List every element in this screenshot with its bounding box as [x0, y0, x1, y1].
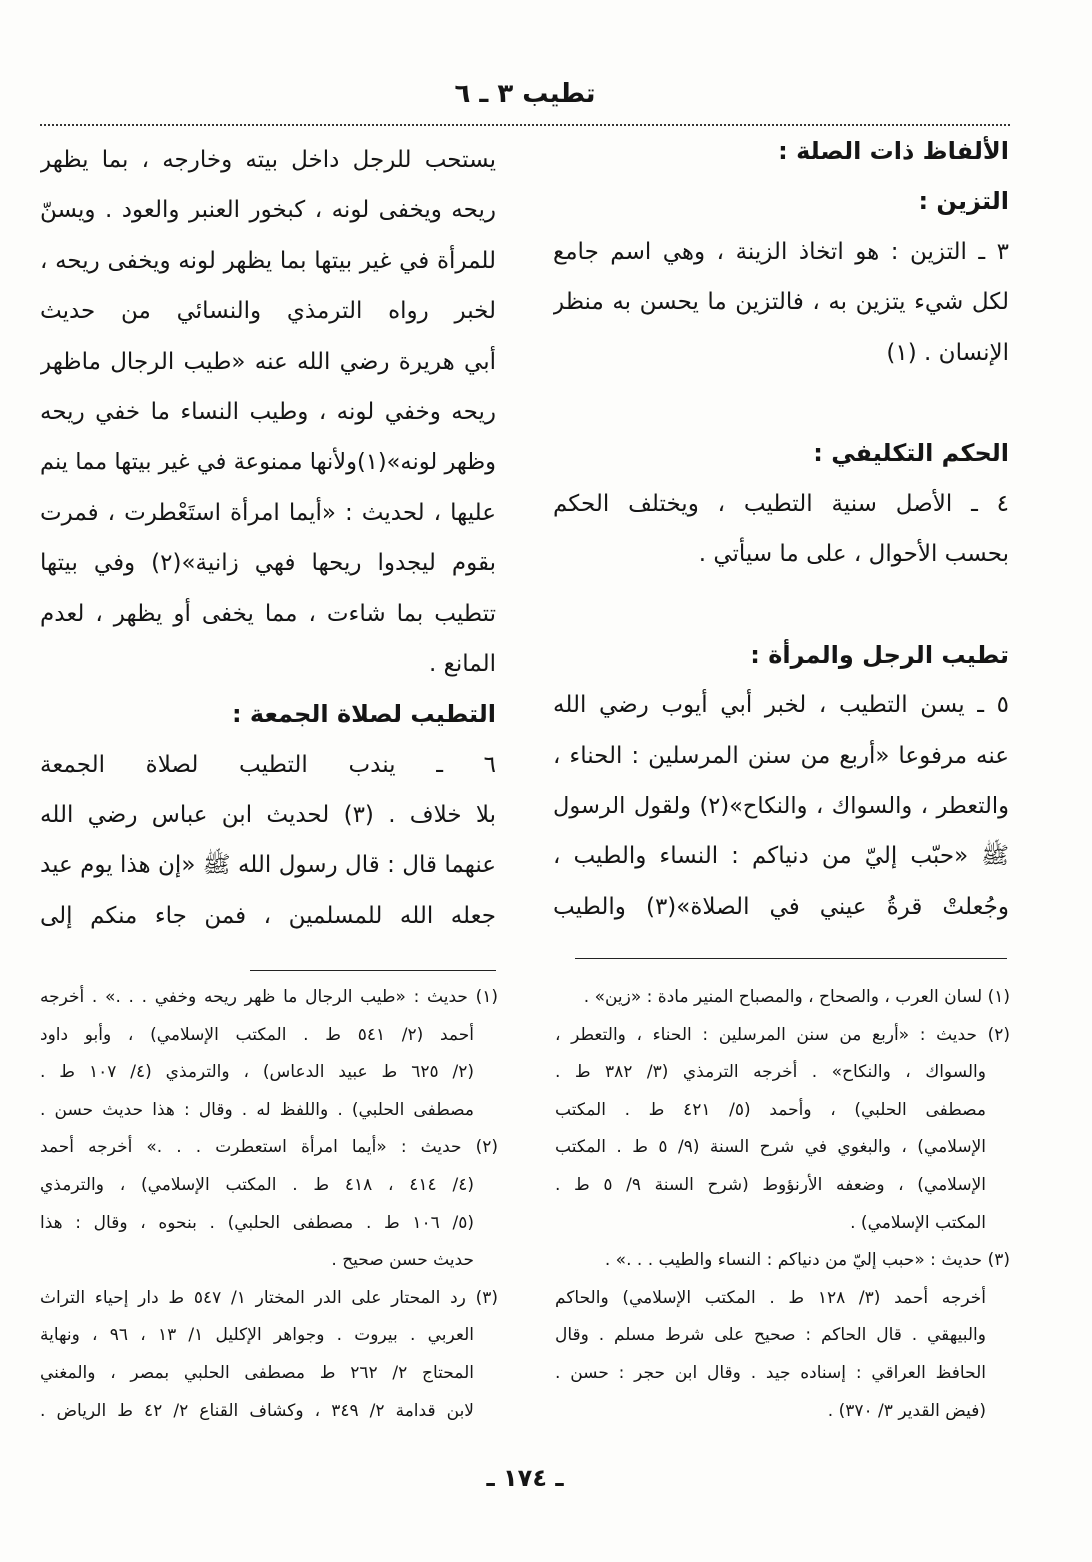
footnote-line: لابن قدامة ٢/ ٣٤٩ ، وكشاف القناع ٢/ ٤٢ ط الرياض .: [40, 1400, 475, 1421]
page-number: ـ ١٧٤ ـ: [486, 1464, 564, 1492]
section-heading: الألفاظ ذات الصلة :: [778, 137, 1009, 165]
footnote-line: الحافظ العراقي : إسناده جيد . وقال ابن حجر : حسن .: [555, 1362, 986, 1383]
body-line: بلا خلاف . (٣) لحديث ابن عباس رضي الله: [40, 802, 496, 829]
body-line: لكل شيء يتزين به ، فالتزين ما يحسن به منظر: [553, 289, 1009, 316]
body-line: ٤ ـ الأصل سنية التطيب ، ويختلف الحكم: [553, 490, 1009, 517]
body-line: بقوم ليجدوا ريحها فهي زانية»(٢) وفي بيتها: [40, 550, 496, 577]
footnote-line: (٣) حديث : «حبب إليّ من دنياكم : النساء والطيب . . .» .: [604, 1250, 1010, 1271]
body-line: والتعطر ، والسواك ، والنكاح»(٢) ولقول الرسول: [553, 793, 1009, 820]
subsection-heading: التزين :: [918, 187, 1009, 216]
right-column: [553, 126, 1009, 932]
footnote-line: المكتب الإسلامي) .: [850, 1212, 986, 1233]
footnote-line: والبيهقي . قال الحاكم : صحيح على شرط مسلم . وقال: [555, 1325, 986, 1346]
footnote-line: (فيض القدير ٣/ ٣٧٠) .: [827, 1400, 986, 1421]
footnote-line: (٣) رد المحتار على الدر المختار ١/ ٥٤٧ ط دار إحياء التراث: [40, 1287, 498, 1308]
body-line: وظهر لونه»(١)ولأنها ممنوعة في غير بيتها مما ينم: [40, 449, 496, 476]
body-line: جعله الله للمسلمين ، فمن جاء منكم إلى: [40, 902, 496, 929]
footnote-line: (٢) حديث : «أربع من سنن المرسلين : الحناء ، والتعطر ،: [555, 1024, 1010, 1045]
body-line: لخبر رواه الترمذي والنسائي من حديث: [40, 298, 496, 325]
body-line: بحسب الأحوال ، على ما سيأتي .: [698, 541, 1009, 568]
running-header: تطيب ٣ ـ ٦: [454, 79, 596, 109]
paragraph-gap: [553, 378, 1009, 428]
body-line: ٣ ـ التزين : هو اتخاذ الزينة ، وهي اسم جامع: [553, 238, 1009, 265]
footnote-line: (٥/ ١٠٦ ط . مصطفى الحلبي) . بنحوه ، وقال : هذا: [40, 1212, 474, 1233]
body-line: المانع .: [429, 650, 496, 677]
footnote-line: الإسلامي) ، وضعفه الأرنؤوط (شرح السنة ٩/ ٥ ط .: [555, 1174, 986, 1195]
section-heading: الحكم التكليفي :: [813, 439, 1009, 468]
footnote-line: مصطفى الحلبي) ، وأحمد (٥/ ٤٢١ ط . المكتب: [555, 1099, 987, 1120]
body-line: أبي هريرة رضي الله عنه «طيب الرجال ماظهر: [40, 348, 496, 375]
body-line: عنهما قال : قال رسول الله ﷺ «إن هذا يوم عيد: [40, 852, 496, 879]
paragraph-gap: [553, 580, 1009, 630]
footnote-line: أخرجه أحمد (٣/ ١٢٨ ط . المكتب الإسلامي) والحاكم: [555, 1287, 986, 1308]
footnote-line: (٢) حديث : «أيما امرأة استعطرت . . .» أخرجه أحمد: [40, 1137, 498, 1158]
footnote-line: (٤/ ٤١٤ ، ٤١٨ ط . المكتب الإسلامي) ، والترمذي: [40, 1174, 474, 1195]
body-line: ﷺ «حبّب إليّ من دنياكم : النساء والطيب ،: [553, 843, 1009, 870]
footnote-line: مصطفى الحلبي) . واللفظ له . وقال : هذا حديث حسن .: [40, 1099, 474, 1120]
footnote-line: (١) حديث : «طيب الرجال ما ظهر ريحه وخفي . . .» . أخرجه: [40, 987, 498, 1007]
body-line: وجُعلتْ قرةُ عيني في الصلاة»(٣) والطيب: [553, 893, 1009, 920]
body-line: ريحه ويخفى لونه ، كبخور العنبر والعود . ويسنّ: [40, 197, 496, 224]
body-line: عنه مرفوعا «أربع من سنن المرسلين : الحناء ،: [553, 742, 1009, 769]
body-line: الإنسان . (١): [886, 339, 1009, 366]
footnote-separator-right: [575, 958, 1007, 959]
footnote-separator-left: [250, 970, 496, 971]
body-line: يستحب للرجل داخل بيته وخارجه ، بما يظهر: [40, 147, 496, 173]
right-footnotes: [555, 979, 1010, 1430]
body-line: ٦ ـ يندب التطيب لصلاة الجمعة: [40, 751, 496, 778]
left-footnotes: [40, 979, 498, 1430]
footnote-line: حديث حسن صحيح .: [331, 1250, 474, 1271]
section-heading: تطيب الرجل والمرأة :: [750, 640, 1009, 669]
footnote-line: والسواك ، والنكاح» . أخرجه الترمذي (٣/ ٣٨٢ ط .: [555, 1062, 986, 1083]
body-line: للمرأة في غير بيتها بما يظهر لونه ويخفى ريحه ،: [40, 247, 496, 274]
section-heading: التطيب لصلاة الجمعة :: [231, 700, 496, 729]
body-line: ريحه وخفي لونه ، وطيب النساء ما خفي ريحه: [40, 398, 496, 425]
footnote-line: الإسلامي) ، والبغوي في شرح السنة (٩/ ٥ ط . المكتب: [555, 1137, 986, 1158]
footnote-line: المحتاج ٢/ ٢٦٢ ط مصطفى الحلبي بمصر ، والمغني: [40, 1362, 474, 1383]
footnote-line: العربي . بيروت . وجواهر الإكليل ١/ ١٣ ، ٩٦ ، ونهاية: [40, 1325, 474, 1346]
left-column: [40, 135, 496, 941]
footnote-line: (٢/ ٦٢٥ ط عبيد الدعاس) ، والترمذي (٤/ ١٠٧ ط .: [40, 1062, 475, 1083]
footnote-line: (١) لسان العرب ، والصحاح ، والمصباح المنير مادة : «زين» .: [583, 987, 1010, 1007]
body-line: ٥ ـ يسن التطيب ، لخبر أبي أيوب رضي الله: [553, 692, 1009, 719]
footnote-line: أحمد (٢/ ٥٤١ ط . المكتب الإسلامي) ، وأبو داود: [40, 1024, 474, 1045]
body-line: تتطيب بما شاءت ، مما يخفى أو يظهر ، لعدم: [40, 600, 496, 627]
body-line: عليها ، لحديث : «أيما امرأة استَعْطرت ، فمرت: [40, 499, 496, 526]
